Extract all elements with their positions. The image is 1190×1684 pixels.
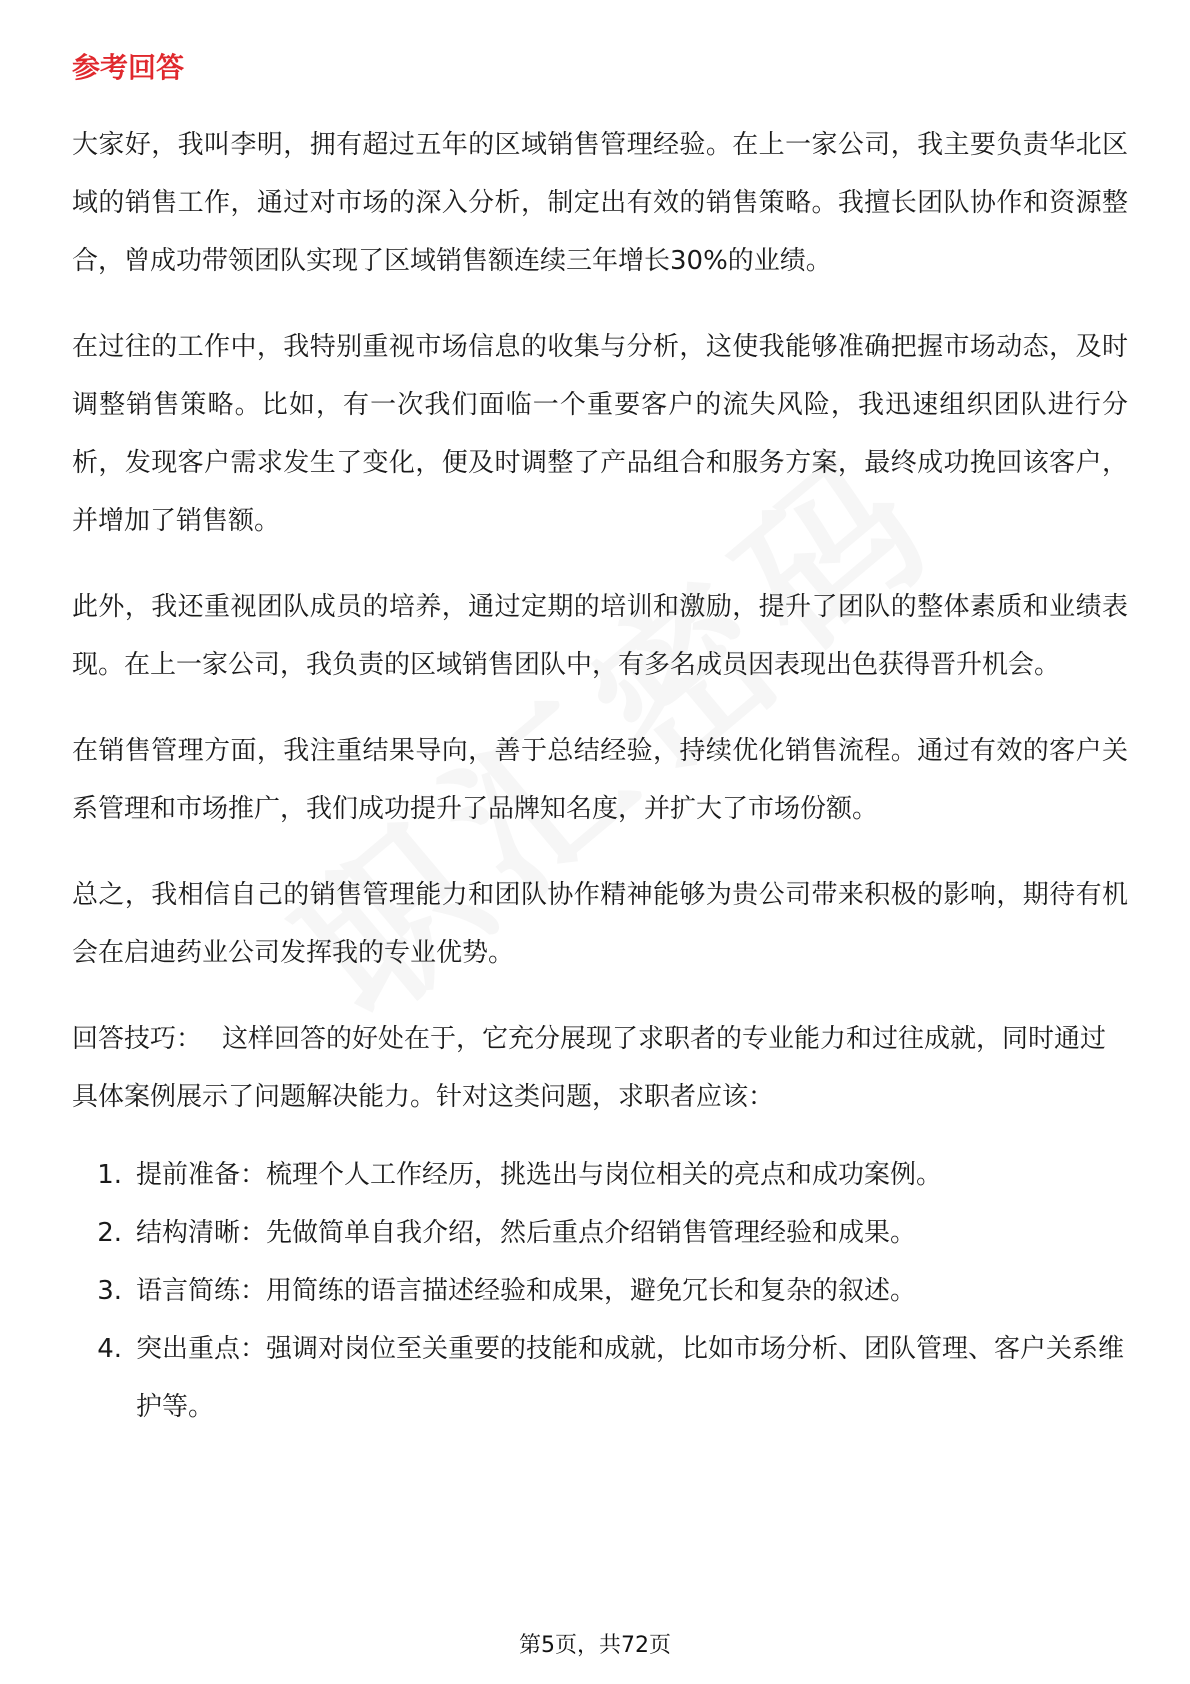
list-item [72,1204,1128,1262]
list-item [72,1146,1128,1204]
list-item-number: 2. [97,1218,122,1248]
list-item [72,1320,1128,1436]
list-item-number: 4. [97,1334,122,1364]
section-title: 参考回答 [72,51,185,84]
list-item-text: 提前准备：梳理个人工作经历，挑选出与岗位相关的亮点和成功案例。 [136,1160,943,1190]
tips-label: 回答技巧： [72,1024,203,1054]
list-item-text: 语言简练：用简练的语言描述经验和成果，避免冗长和复杂的叙述。 [136,1276,917,1306]
list-item [72,1262,1128,1320]
list-item-text: 突出重点：强调对岗位至关重要的技能和成就，比如市场分析、团队管理、客户关系维护等。 [136,1334,1125,1422]
page-footer: 第5页，共72页 [519,1633,671,1658]
list-item-number: 1. [97,1160,122,1190]
answer-paragraph-3: 此外，我还重视团队成员的培养，通过定期的培训和激励，提升了团队的整体素质和业绩表现。在上一家公司，我负责的区域销售团队中，有多名成员因表现出色获得晋升机会。 [72,592,1128,680]
tips-list [72,1146,1128,1436]
tips-text: 这样回答的好处在于，它充分展现了求职者的专业能力和过往成就，同时通过具体案例展示了问题解决能力。针对这类问题，求职者应该： [72,1024,1107,1112]
tips-paragraph [72,1010,1128,1126]
document-page [72,48,1128,1436]
answer-paragraph-2: 在过往的工作中，我特别重视市场信息的收集与分析，这使我能够准确把握市场动态，及时调整销售策略。比如，有一次我们面临一个重要客户的流失风险，我迅速组织团队进行分析，发现客户需求发生了变化，便及时调整了产品组合和服务方案，最终成功挽回该客户，并增加了销售额。 [72,332,1128,536]
answer-paragraph-5: 总之，我相信自己的销售管理能力和团队协作精神能够为贵公司带来积极的影响，期待有机会在启迪药业公司发挥我的专业优势。 [72,880,1128,968]
list-item-number: 3. [97,1276,122,1306]
list-item-text: 结构清晰：先做简单自我介绍，然后重点介绍销售管理经验和成果。 [136,1218,917,1248]
answer-paragraph-1: 大家好，我叫李明，拥有超过五年的区域销售管理经验。在上一家公司，我主要负责华北区域的销售工作，通过对市场的深入分析，制定出有效的销售策略。我擅长团队协作和资源整合，曾成功带领团队实现了区域销售额连续三年增长30%的业绩。 [72,130,1128,276]
answer-paragraph-4: 在销售管理方面，我注重结果导向，善于总结经验，持续优化销售流程。通过有效的客户关系管理和市场推广，我们成功提升了品牌知名度，并扩大了市场份额。 [72,736,1128,824]
